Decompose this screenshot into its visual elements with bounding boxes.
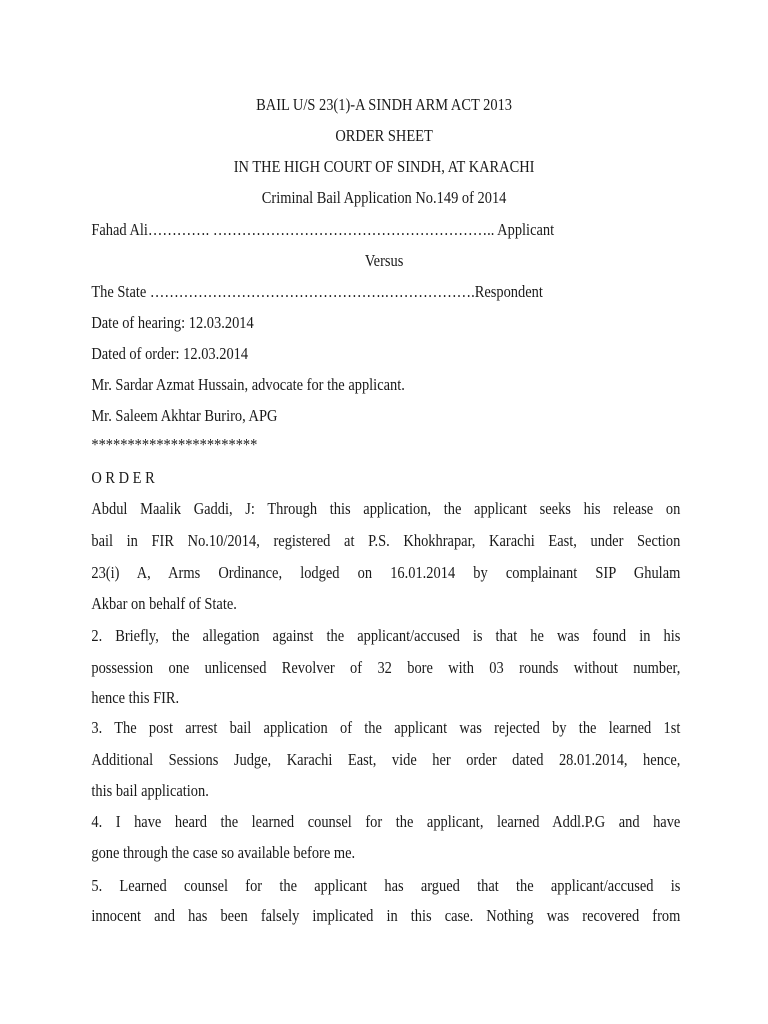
header-order-sheet: ORDER SHEET	[335, 126, 433, 145]
header-court-name: IN THE HIGH COURT OF SINDH, AT KARACHI	[233, 157, 535, 176]
body-line: hence this FIR.	[91, 688, 180, 707]
body-line: bail in FIR No.10/2014, registered at P.S. Khokhrapar, Karachi East, under Section	[91, 531, 681, 550]
body-line: Additional Sessions Judge, Karachi East, vide her order dated 28.01.2014, hence,	[91, 750, 681, 769]
body-line: Akbar on behalf of State.	[91, 594, 237, 613]
body-line: gone through the case so available before me.	[91, 843, 356, 862]
versus-label: Versus	[364, 251, 404, 270]
counsel-for-state: Mr. Saleem Akhtar Buriro, APG	[91, 406, 278, 425]
respondent-line: The State ………………………………………….……………….Respondent	[91, 282, 543, 301]
counsel-for-applicant: Mr. Sardar Azmat Hussain, advocate for the applicant.	[91, 375, 405, 394]
header-application-number: Criminal Bail Application No.149 of 2014	[261, 188, 507, 207]
applicant-line: Fahad Ali…………. ………………………………………………….. Applicant	[91, 220, 555, 239]
body-line: 23(i) A, Arms Ordinance, lodged on 16.01.2014 by complainant SIP Ghulam	[91, 563, 681, 582]
body-line: 5. Learned counsel for the applicant has argued that the applicant/accused is	[91, 876, 681, 895]
body-line: possession one unlicensed Revolver of 32 bore with 03 rounds without number,	[91, 658, 681, 677]
date-of-order: Dated of order: 12.03.2014	[91, 344, 249, 363]
header-act-title: BAIL U/S 23(1)-A SINDH ARM ACT 2013	[256, 95, 513, 114]
body-line: Abdul Maalik Gaddi, J: Through this application, the applicant seeks his release on	[91, 499, 681, 518]
body-line: 2. Briefly, the allegation against the applicant/accused is that he was found in his	[91, 626, 681, 645]
order-heading: O R D E R	[91, 468, 155, 487]
body-line: innocent and has been falsely implicated in this case. Nothing was recovered from	[91, 906, 681, 925]
body-line: this bail application.	[91, 781, 209, 800]
body-line: 3. The post arrest bail application of the applicant was rejected by the learned 1st	[91, 718, 681, 737]
date-of-hearing: Date of hearing: 12.03.2014	[91, 313, 254, 332]
body-line: 4. I have heard the learned counsel for the applicant, learned Addl.P.G and have	[91, 812, 681, 831]
separator-asterisks: ***********************	[91, 435, 258, 454]
